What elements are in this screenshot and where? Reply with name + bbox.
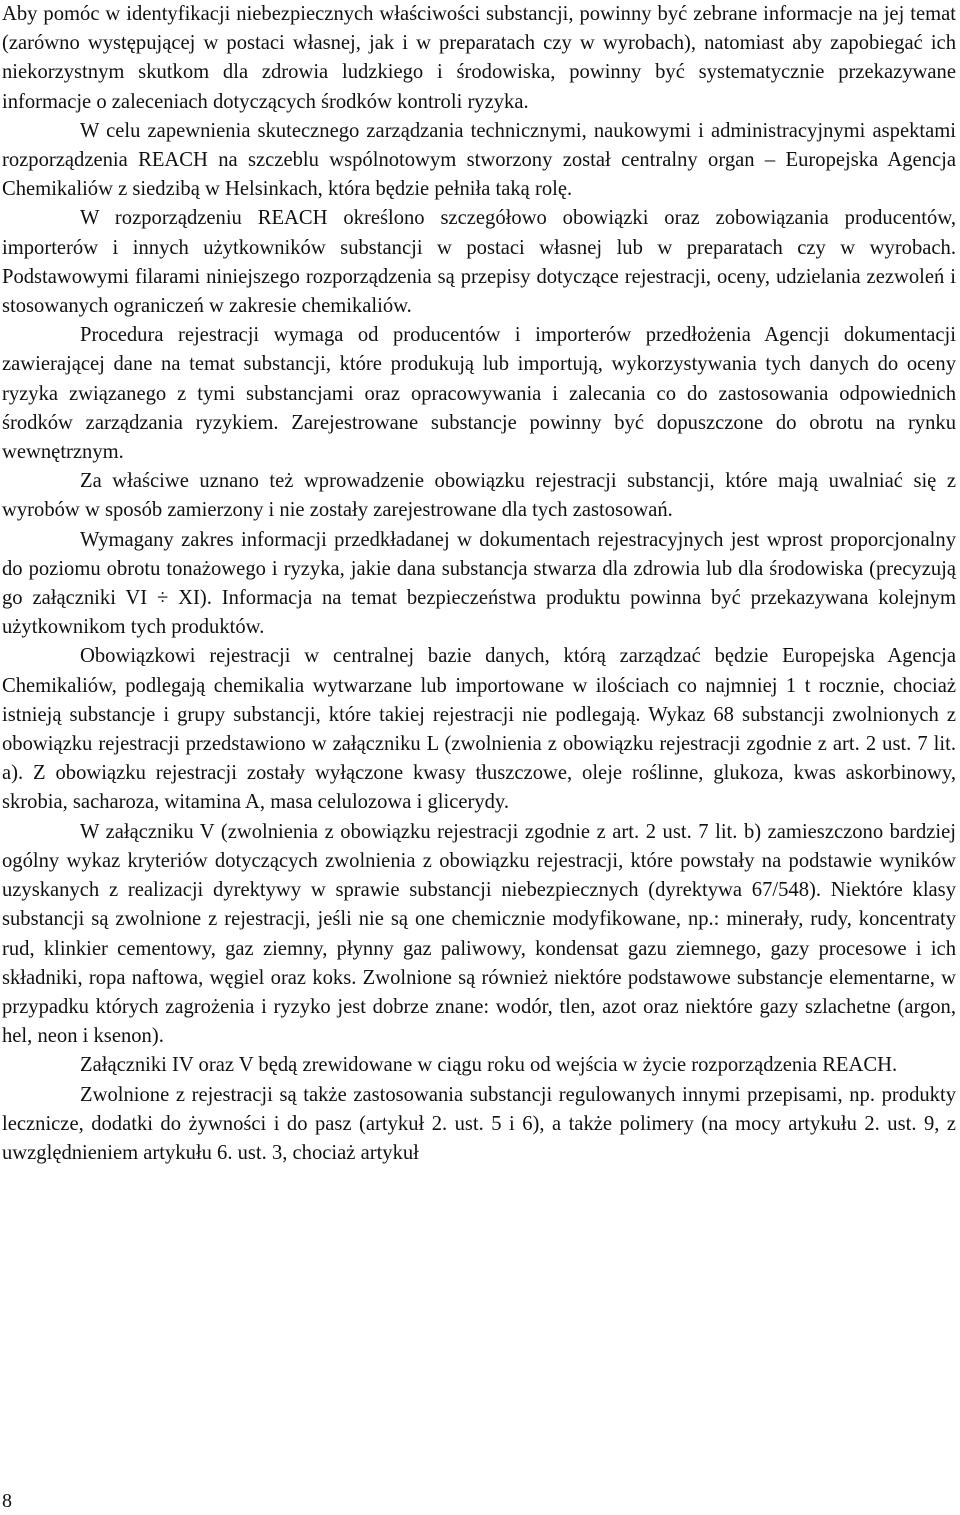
paragraph-10: Zwolnione z rejestracji są także zastosowania substancji regulowanych innymi przepisami, np. produkty lecznicze, dodatki do żywności i do pasz (artykuł 2. ust. 5 i 6), a także polimery (na mocy artykułu 2. ust. 9, z uwzględnieniem artykułu 6. ust. 3, chociaż artykuł — [2, 1083, 956, 1164]
paragraph-7: Obowiązkowi rejestracji w centralnej bazie danych, którą zarządzać będzie Europejska Agencja Chemikaliów, podlegają chemikalia wytwarzane lub importowane w ilościach co najmniej 1 t rocznie, chociaż istnieją substancje i grupy substancji, które takiej rejestracji nie podlegają. Wykaz 68 substancji zwolnionych z obowiązku rejestracji przedstawiono w załączniku L (zwolnienia z obowiązku rejestracji zgodnie z art. 2 ust. 7 lit. a). Z obowiązku rejestracji zostały wyłączone kwasy tłuszczowe, oleje roślinne, glukoza, kwas askorbinowy, skrobia, sacharoza, witamina A, masa celulozowa i glicerydy. — [2, 645, 956, 814]
paragraph-4: Procedura rejestracji wymaga od producentów i importerów przedłożenia Agencji dokumentacji zawierającej dane na temat substancji, które produkują lub importują, wykorzystywania tych danych do oceny ryzyka związanego z tymi substancjami oraz opracowywania i zalecania co do zastosowania odpowiednich środków zarządzania ryzykiem. Zarejestrowane substancje powinny być dopuszczone do obrotu na rynku wewnętrznym. — [2, 324, 956, 464]
paragraph-9: Załączniki IV oraz V będą zrewidowane w ciągu roku od wejścia w życie rozporządzenia REACH. — [80, 1054, 898, 1077]
paragraph-1: Aby pomóc w identyfikacji niebezpiecznych właściwości substancji, powinny być zebrane informacje na jej temat (zarówno występującej w postaci własnej, jak i w preparatach czy w wyrobach), natomiast aby zapobiegać ich niekorzystnym skutkom dla zdrowia ludzkiego i środowiska, powinny być systematycznie przekazywane informacje o zaleceniach dotyczących środków kontroli ryzyka. — [2, 3, 956, 113]
paragraph-5: Za właściwe uznano też wprowadzenie obowiązku rejestracji substancji, które mają uwalniać się z wyrobów w sposób zamierzony i nie zostały zarejestrowane dla tych zastosowań. — [2, 470, 956, 522]
paragraph-8: W załączniku V (zwolnienia z obowiązku rejestracji zgodnie z art. 2 ust. 7 lit. b) zamieszczono bardziej ogólny wykaz kryteriów dotyczących zwolnienia z obowiązku rejestracji, które powstały na podstawie wyników uzyskanych z realizacji dyrektywy w sprawie substancji niebezpiecznych (dyrektywa 67/548). Niektóre klasy substancji są zwolnione z rejestracji, jeśli nie są one chemicznie modyfikowane, np.: minerały, rudy, koncentraty rud, klinkier cementowy, gaz ziemny, płynny gaz paliwowy, kondensat gazu ziemnego, gazy procesowe i ich składniki, ropa naftowa, węgiel oraz koks. Zwolnione są również niektóre podstawowe substancje elementarne, w przypadku których zagrożenia i ryzyko jest dobrze znane: wodór, tlen, azot oraz niektóre gazy szlachetne (argon, hel, neon i ksenon). — [2, 820, 956, 1048]
paragraph-2: W celu zapewnienia skutecznego zarządzania technicznymi, naukowymi i administracyjnymi aspektami rozporządzenia REACH na szczeblu wspólnotowym stworzony został centralny organ ‒ Europejska Agencja Chemikaliów z siedzibą w Helsinkach, która będzie pełniła taką rolę. — [2, 119, 956, 201]
paragraph-6: Wymagany zakres informacji przedkładanej w dokumentach rejestracyjnych jest wprost proporcjonalny do poziomu obrotu tonażowego i ryzyka, jakie dana substancja stwarza dla zdrowia lub dla środowiska (precyzują go załączniki VI ÷ XI). Informacja na temat bezpieczeństwa produktu powinna być przekazywana kolejnym użytkownikom tych produktów. — [2, 528, 956, 639]
paragraph-3: W rozporządzeniu REACH określono szczegółowo obowiązki oraz zobowiązania producentów, importerów i innych użytkowników substancji w postaci własnej lub w preparatach czy w wyrobach. Podstawowymi filarami niniejszego rozporządzenia są przepisy dotyczące rejestracji, oceny, udzielania zezwoleń i stosowanych ograniczeń w zakresie chemikaliów. — [2, 207, 956, 318]
body-text — [2, 0, 956, 1168]
page-number: 8 — [2, 1490, 12, 1512]
